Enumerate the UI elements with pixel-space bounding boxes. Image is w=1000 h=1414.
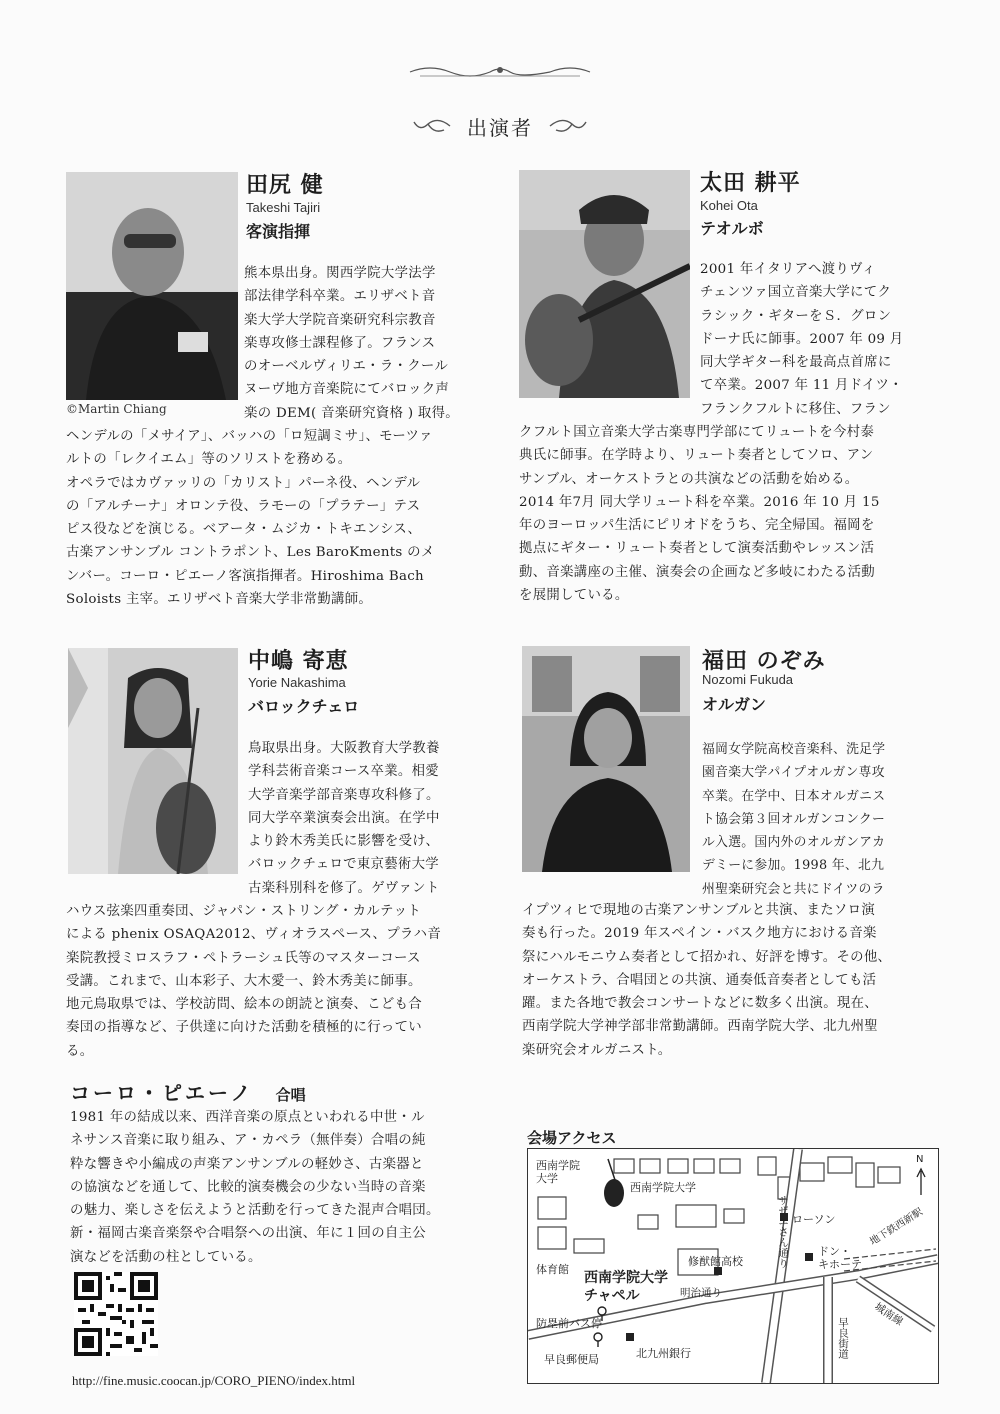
- map-label-bus-stop: 防塁前バス停: [536, 1317, 602, 1330]
- choir-website-link[interactable]: http://fine.music.coocan.jp/CORO_PIENO/index.html: [72, 1373, 356, 1388]
- choir-role: 合唱: [275, 1086, 306, 1104]
- access-map: [527, 1148, 939, 1384]
- performer-name: 福田 のぞみ: [702, 648, 826, 674]
- choir-name: コーロ・ピエーノ: [70, 1081, 254, 1105]
- performer-role: バロックチェロ: [248, 697, 360, 716]
- performer-bio-full: ヘンデルの「メサイア」、バッハの「ロ短調ミサ」、モーツァ ルトの「レクイエム」等のソリストを務める。 オペラではカヴァッリの「カリスト」パーネ役、ヘンデル の「アルチーナ」オロンテ役、ラモーの「プラテー」テス ピス役などを演じる。ベアータ・ムジカ・トキエンシス、 古楽アンサンブル コントラポント、Les BaroKments のメ ンバー。コーロ・ピエーノ客演指揮者。Hiroshima Bach Soloists 主宰。エリザベト音楽大学非常勤講師。: [66, 429, 435, 608]
- performer-role: オルガン: [702, 695, 767, 714]
- performer-bio-side: 2001 年イタリアへ渡りヴィ チェンツァ国立音楽大学にてク ラシック・ギターをＳ．グロン ドーナ氏に師事。2007 年 09 月 同大学ギター科を最高点首席に て卒業。2007 年 11 月ドイツ・ フランクフルトに移住、フラン: [700, 262, 904, 417]
- map-label-subway-station: 地下鉄西新駅: [868, 1206, 925, 1248]
- map-label-univ: 西南学院 大学: [536, 1159, 580, 1185]
- map-label-bank: 北九州銀行: [636, 1347, 691, 1360]
- choir-bio: 1981 年の結成以来、西洋音楽の原点といわれる中世・ル ネサンス音楽に取り組み、ア・カペラ（無伴奏）合唱の純 粋な響きや小編成の声楽アンサンブルの軽妙さ、古楽器と の協演などを通して、比較的演奏機会の少ない当時の音楽 の魅力、楽しさを伝えようと活動を行ってきた混声合唱団。 新・福岡古楽音楽祭や合唱祭への出演、年に１回の自主公 演などを活動の柱としている。: [70, 1110, 440, 1265]
- map-label-post-office: 早良郵便局: [544, 1353, 599, 1366]
- performer-roman-name: Nozomi Fukuda: [702, 672, 794, 687]
- performer-bio-side: 鳥取県出身。大阪教育大学教養 学科芸術音楽コース卒業。相愛 大学音楽学部音楽専攻科修了。 同大学卒業演奏会出演。在学中 より鈴木秀美氏に影響を受け、 バロックチェロで東京藝術大学 古楽科別科を修了。ゲヴァント: [248, 741, 440, 896]
- performer-bio-side: 福岡女学院高校音楽科、洗足学 園音楽大学パイプオルガン専攻 卒業。在学中、日本オルガニス ト協会第３回オルガンコンクー ル入選。国内外のオルガンアカ デミーに参加。1998 年、北九 州聖楽研究会と共にドイツのラ: [702, 742, 886, 897]
- map-label-donki: ドン・ キホーテ: [818, 1245, 862, 1271]
- performer-roman-name: Yorie Nakashima: [248, 675, 346, 690]
- performer-role: テオルボ: [700, 219, 764, 238]
- photo-takeshi-tajiri: [66, 172, 238, 400]
- header-ornament: [400, 62, 600, 82]
- map-label-jonan-line: 城南線: [872, 1300, 905, 1329]
- map-label-sawara-street: 早良街道: [837, 1317, 849, 1359]
- performer-name: 田尻 健: [246, 172, 324, 198]
- map-label-univ-campus: 西南学院大学: [630, 1181, 696, 1194]
- map-label-venue: 西南学院大学 チャペル: [584, 1270, 668, 1304]
- right-flourish-icon: [548, 114, 590, 138]
- performer-role: 客演指揮: [246, 222, 311, 241]
- photo-credit: ©Martin Chiang: [66, 402, 167, 416]
- performer-bio-full: ハウス弦楽四重奏団、ジャパン・ストリング・カルテット による phenix OSAQA2012、ヴィオラスペース、プラハ音 楽院教授ミロスラフ・ペトラーシュ氏等のマスターコース 受講。これまで、山本彩子、大木愛一、鈴木秀美に師事。 地元鳥取県では、学校訪問、絵本の朗読と演奏、こども合 奏団の指導など、子供達に向けた活動を積極的に行ってい る。: [66, 904, 442, 1059]
- map-label-gym: 体育館: [536, 1263, 569, 1276]
- map-label-sazae-street: サザエさん通り: [777, 1195, 789, 1269]
- north-label: N: [916, 1154, 924, 1165]
- map-label-lawson: ローソン: [792, 1213, 836, 1226]
- map-label-shuyukan: 修猷館高校: [688, 1255, 743, 1268]
- qr-code-icon[interactable]: [74, 1272, 158, 1356]
- photo-nozomi-fukuda: [522, 646, 690, 872]
- performer-bio-full: イプツィヒで現地の古楽アンサンブルと共演、またソロ演 奏も行った。2019 年スペイン・バスク地方における音楽 祭にハルモニウム奏者として招かれ、好評を博す。その他、 オーケストラ、合唱団との共演、通奏低音奏者としても活 躍。また各地で教会コンサートなどに数多く出演。現在、 西南学院大学神学部非常勤講師。西南学院大学、北九州聖 楽研究会オルガニスト。: [522, 903, 892, 1058]
- section-title: 出演者: [467, 116, 533, 140]
- photo-kohei-ota: [519, 170, 690, 398]
- photo-yorie-nakashima: [68, 648, 238, 874]
- performer-bio-side: 熊本県出身。関西学院大学法学 部法律学科卒業。エリザベト音 楽大学大学院音楽研究科宗教音 楽専攻修士課程修了。フランス のオーベルヴィリエ・ラ・クール ヌーヴ地方音楽院にてバロック声 楽の DEM( 音楽研究資格 ) 取得。: [244, 266, 459, 421]
- performer-roman-name: Kohei Ota: [700, 198, 758, 213]
- performer-name: 中嶋 寄恵: [248, 648, 349, 674]
- access-title: 会場アクセス: [527, 1129, 617, 1147]
- map-label-meiji-street: 明治通り: [680, 1287, 722, 1299]
- choir-heading: [70, 1077, 306, 1106]
- performer-name: 太田 耕平: [700, 170, 801, 196]
- performer-roman-name: Takeshi Tajiri: [246, 200, 321, 215]
- section-heading: [400, 108, 600, 144]
- performer-bio-full: クフルト国立音楽大学古楽専門学部にてリュートを今村泰 典氏に師事。在学時より、リュート奏者としてソロ、アン サンブル、オーケストラとの共演などの活動を始める。 2014 年7月 同大学リュート科を卒業。2016 年 10 月 15 年のヨーロッパ生活にピリオドをうち、完全帰国。福岡を 拠点にギター・リュート奏者として演奏活動やレッスン活 動、音楽講座の主催、演奏会の企画など多岐にわたる活動 を展開している。: [519, 425, 880, 604]
